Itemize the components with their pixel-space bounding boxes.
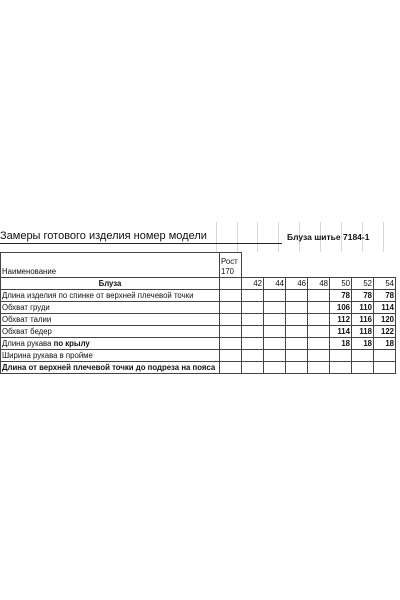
value-cell [330, 362, 352, 374]
product-size-row [1, 278, 396, 290]
value-cell: 118 [352, 326, 374, 338]
name-column-header: Наименование [1, 253, 220, 278]
table-row [1, 350, 396, 362]
value-cell [264, 326, 286, 338]
rost-value: 170 [221, 267, 235, 276]
value-cell [242, 338, 264, 350]
value-cell [286, 362, 308, 374]
size-cell: 48 [308, 278, 330, 290]
measurement-name: Обхват груди [1, 302, 220, 314]
table-row [1, 326, 396, 338]
rost-cell [220, 338, 242, 350]
value-cell [308, 290, 330, 302]
value-cell: 78 [374, 290, 396, 302]
rost-label: Рост [221, 257, 238, 266]
size-cell: 44 [264, 278, 286, 290]
value-cell: 114 [330, 326, 352, 338]
value-cell [330, 350, 352, 362]
value-cell [308, 350, 330, 362]
measurement-name: Обхват бедер [1, 326, 220, 338]
table-row [1, 290, 396, 302]
value-cell: 106 [330, 302, 352, 314]
rost-cell [220, 302, 242, 314]
rost-cell [220, 290, 242, 302]
value-cell [374, 362, 396, 374]
size-cell: 52 [352, 278, 374, 290]
rost-cell [220, 314, 242, 326]
measurement-table [0, 252, 396, 374]
table-row [1, 314, 396, 326]
size-cell: 50 [330, 278, 352, 290]
value-cell [242, 362, 264, 374]
value-cell [286, 302, 308, 314]
value-cell [286, 290, 308, 302]
value-cell [308, 314, 330, 326]
value-cell [242, 302, 264, 314]
measurement-name: Обхват талии [1, 314, 220, 326]
size-cell: 42 [242, 278, 264, 290]
value-cell [242, 314, 264, 326]
size-cell: 54 [374, 278, 396, 290]
value-cell [264, 338, 286, 350]
value-cell [242, 326, 264, 338]
value-cell [264, 314, 286, 326]
value-cell [374, 350, 396, 362]
measurement-name: Длина рукава по крылу [1, 338, 220, 350]
rost-cell [220, 350, 242, 362]
value-cell [352, 350, 374, 362]
table-row [1, 338, 396, 350]
value-cell [286, 314, 308, 326]
value-cell: 78 [352, 290, 374, 302]
rost-cell [220, 326, 242, 338]
value-cell [308, 362, 330, 374]
value-cell [286, 338, 308, 350]
rost-cell [220, 362, 242, 374]
value-cell: 112 [330, 314, 352, 326]
value-cell [242, 290, 264, 302]
value-cell [264, 350, 286, 362]
value-cell: 116 [352, 314, 374, 326]
value-cell: 18 [352, 338, 374, 350]
value-cell: 18 [330, 338, 352, 350]
value-cell: 122 [374, 326, 396, 338]
value-cell [242, 350, 264, 362]
value-cell [308, 326, 330, 338]
measurement-name: Длина изделия по спинке от верхней плечевой точки [1, 290, 220, 302]
value-cell [308, 338, 330, 350]
value-cell [308, 302, 330, 314]
value-cell: 110 [352, 302, 374, 314]
measurement-name: Ширина рукава в пройме [1, 350, 220, 362]
value-cell [264, 290, 286, 302]
size-cell: 46 [286, 278, 308, 290]
product-label: Блуза [1, 278, 220, 290]
value-cell [352, 362, 374, 374]
value-cell: 78 [330, 290, 352, 302]
value-cell [286, 350, 308, 362]
measurement-name: Длина от верхней плечевой точки до подреза на пояса [1, 362, 220, 374]
value-cell: 114 [374, 302, 396, 314]
table-header-row [1, 253, 396, 278]
title-underline [0, 243, 282, 244]
value-cell [264, 362, 286, 374]
sheet-title: Замеры готового изделия номер модели [0, 230, 207, 242]
value-cell: 18 [374, 338, 396, 350]
table-row [1, 362, 396, 374]
value-cell [264, 302, 286, 314]
value-cell [286, 326, 308, 338]
value-cell: 120 [374, 314, 396, 326]
rost-header [220, 253, 242, 278]
model-number: Блуза шитье 7184-1 [287, 232, 370, 242]
table-row [1, 302, 396, 314]
